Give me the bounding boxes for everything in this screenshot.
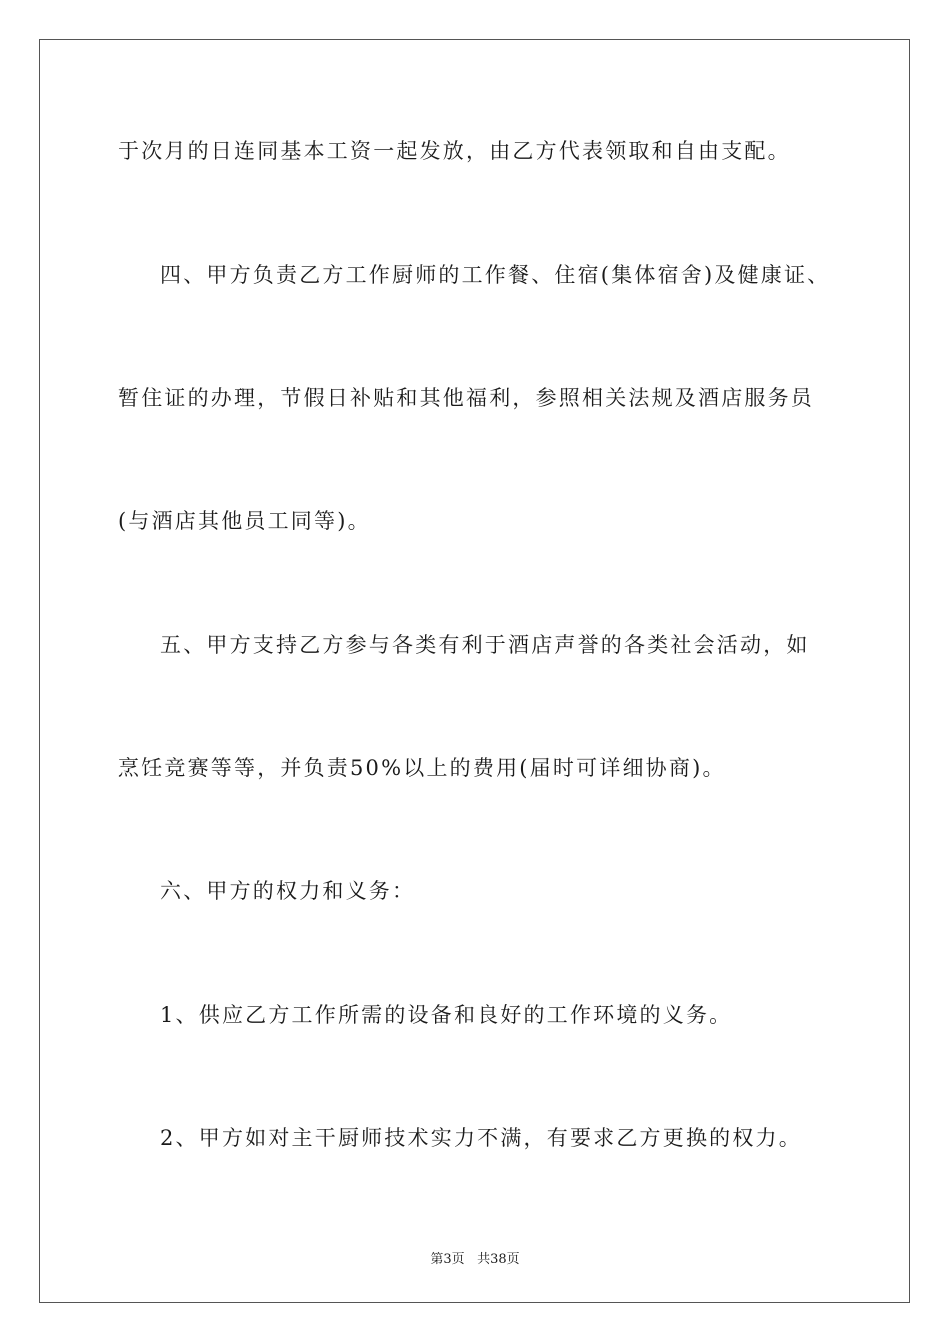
paragraph-line-4: (与酒店其他员工同等)。 (118, 509, 371, 533)
page-number: 第3页 (430, 1252, 465, 1267)
section-heading: 六、甲方的权力和义务： (160, 879, 416, 903)
page-total: 共38页 (477, 1252, 520, 1267)
list-item-1: 1、供应乙方工作所需的设备和良好的工作环境的义务。 (160, 1003, 733, 1027)
paragraph-line-3: 暂住证的办理，节假日补贴和其他福利，参照相关法规及酒店服务员 (118, 386, 814, 410)
list-item-2: 2、甲方如对主干厨师技术实力不满，有要求乙方更换的权力。 (160, 1126, 802, 1150)
paragraph-line-6: 烹饪竞赛等等，并负责50%以上的费用(届时可详细协商)。 (118, 756, 726, 780)
paragraph-line-5: 五、甲方支持乙方参与各类有利于酒店声誉的各类社会活动，如 (160, 633, 810, 657)
page-footer (0, 1248, 950, 1267)
paragraph-line-1: 于次月的日连同基本工资一起发放，由乙方代表领取和自由支配。 (118, 139, 791, 163)
paragraph-line-2: 四、甲方负责乙方工作厨师的工作餐、住宿(集体宿舍)及健康证、 (160, 263, 831, 287)
page-border (39, 39, 910, 1303)
